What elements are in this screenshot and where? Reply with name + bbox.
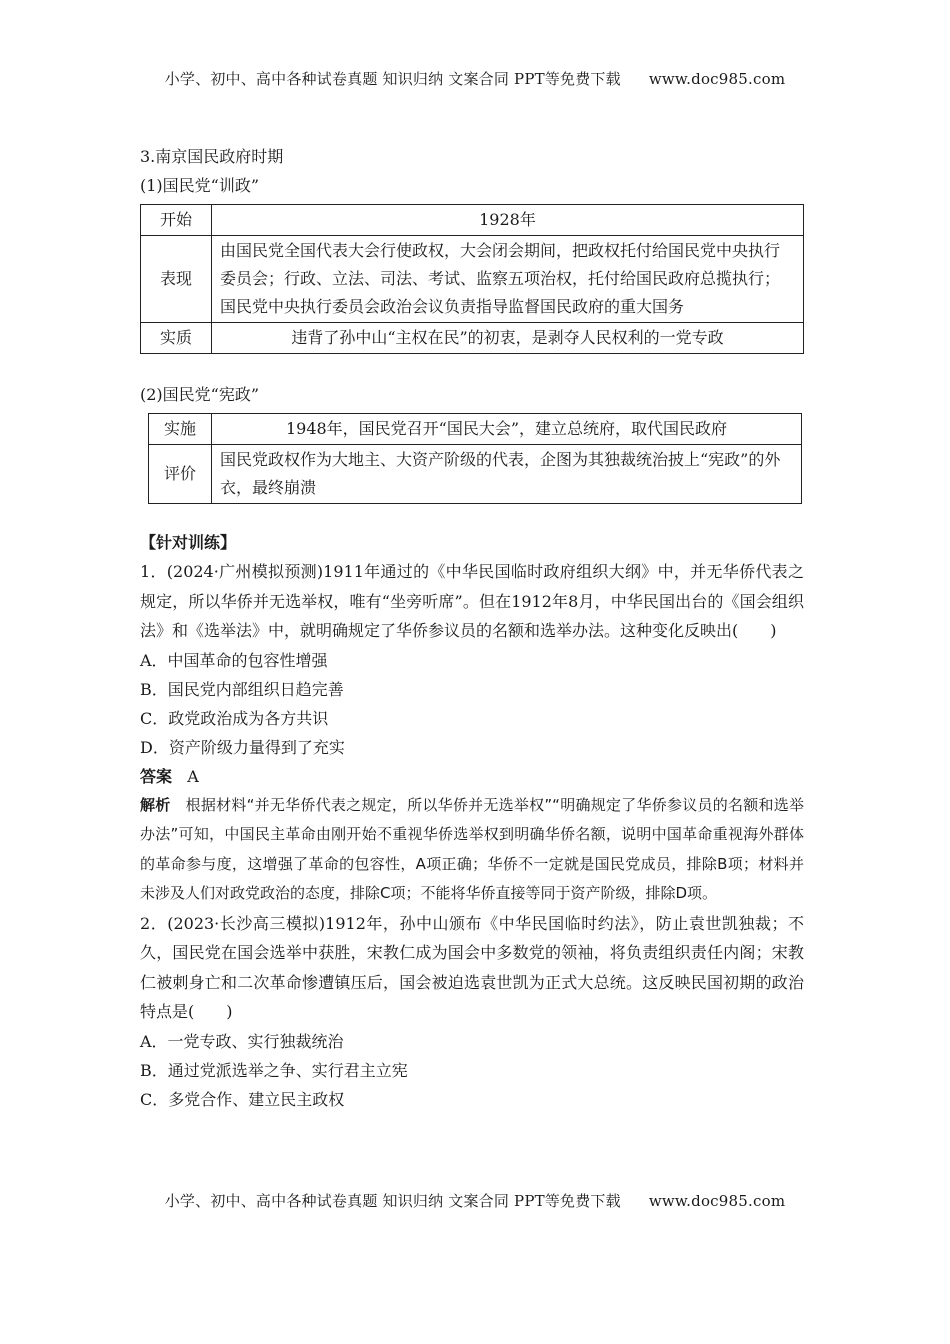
question-1-option-d: D．资产阶级力量得到了充实 (140, 737, 345, 757)
table-value: 1948年，国民党召开“国民大会”，建立总统府，取代国民政府 (212, 414, 802, 445)
document-body (140, 142, 804, 1114)
question-2-stem: 2．(2023·长沙高三模拟)1912年，孙中山颁布《中华民国临时约法》，防止袁世凯独裁；不久，国民党在国会选举中获胜，宋教仁成为国会中多数党的领袖，将负责组织责任内阁；宋教仁被刺身亡和二次革命惨遭镇压后，国会被迫选袁世凯为正式大总统。这反映民国初期的政治特点是( ) (140, 913, 804, 1021)
question-1-answer (140, 762, 804, 791)
table-key: 表现 (141, 236, 212, 323)
table-row (149, 414, 802, 445)
answer-value: A (187, 766, 199, 786)
table-key: 实施 (149, 414, 212, 445)
table-key: 开始 (141, 205, 212, 236)
table-value: 1928年 (212, 205, 804, 236)
question-1-option-c: C．政党政治成为各方共识 (140, 708, 329, 728)
constitution-table (148, 413, 802, 504)
explanation-text: 根据材料“并无华侨代表之规定，所以华侨并无选举权”“明确规定了华侨参议员的名额和选举办法”可知，中国民主革命由刚开始不重视华侨选举权到明确华侨名额，说明中国革命重视海外群体的革命参与度，这增强了革命的包容性，A项正确；华侨不一定就是国民党成员，排除B项；材料并未涉及人们对政党政治的态度，排除C项；不能将华侨直接等同于资产阶级，排除D项。 (140, 795, 804, 902)
subsection-constitution: (2)国民党“宪政” (140, 385, 260, 404)
question-2-option-b: B．通过党派选举之争、实行君主立宪 (140, 1060, 408, 1080)
question-2-option-a: A．一党专政、实行独裁统治 (140, 1031, 344, 1051)
subsection-tutelage: (1)国民党“训政” (140, 176, 260, 195)
header-site: www.doc985.com (648, 70, 786, 88)
explanation-label: 解析 (140, 795, 171, 814)
page-header (0, 68, 950, 89)
table-row (149, 445, 802, 504)
header-text: 小学、初中、高中各种试卷真题 知识归纳 文案合同 PPT等免费下载 (164, 70, 621, 88)
question-2-option-c: C．多党合作、建立民主政权 (140, 1089, 345, 1109)
table-key: 实质 (141, 323, 212, 354)
footer-site: www.doc985.com (648, 1192, 786, 1210)
table-key: 评价 (149, 445, 212, 504)
footer-text: 小学、初中、高中各种试卷真题 知识归纳 文案合同 PPT等免费下载 (164, 1192, 621, 1210)
answer-label: 答案 (140, 766, 173, 786)
section-title: 3.南京国民政府时期 (140, 147, 284, 166)
table-value: 国民党政权作为大地主、大资产阶级的代表，企图为其独裁统治披上“宪政”的外衣，最终崩溃 (212, 445, 802, 504)
page-footer (0, 1190, 950, 1211)
question-1-explanation (140, 791, 804, 909)
table-row (141, 236, 804, 323)
table-value: 违背了孙中山“主权在民”的初衷，是剥夺人民权利的一党专政 (212, 323, 804, 354)
practice-title: 【针对训练】 (140, 533, 237, 552)
table-row (141, 205, 804, 236)
tutelage-table (140, 204, 804, 354)
table-row (141, 323, 804, 354)
question-1-option-a: A．中国革命的包容性增强 (140, 650, 328, 670)
question-1-stem: 1．(2024·广州模拟预测)1911年通过的《中华民国临时政府组织大纲》中，并无华侨代表之规定，所以华侨并无选举权，唯有“坐旁听席”。但在1912年8月，中华民国出台的《国会组织法》和《选举法》中，就明确规定了华侨参议员的名额和选举办法。这种变化反映出( ) (140, 562, 804, 640)
table-value: 由国民党全国代表大会行使政权，大会闭会期间，把政权托付给国民党中央执行委员会；行政、立法、司法、考试、监察五项治权，托付给国民政府总揽执行；国民党中央执行委员会政治会议负责指导监督国民政府的重大国务 (212, 236, 804, 323)
question-1-option-b: B．国民党内部组织日趋完善 (140, 679, 344, 699)
